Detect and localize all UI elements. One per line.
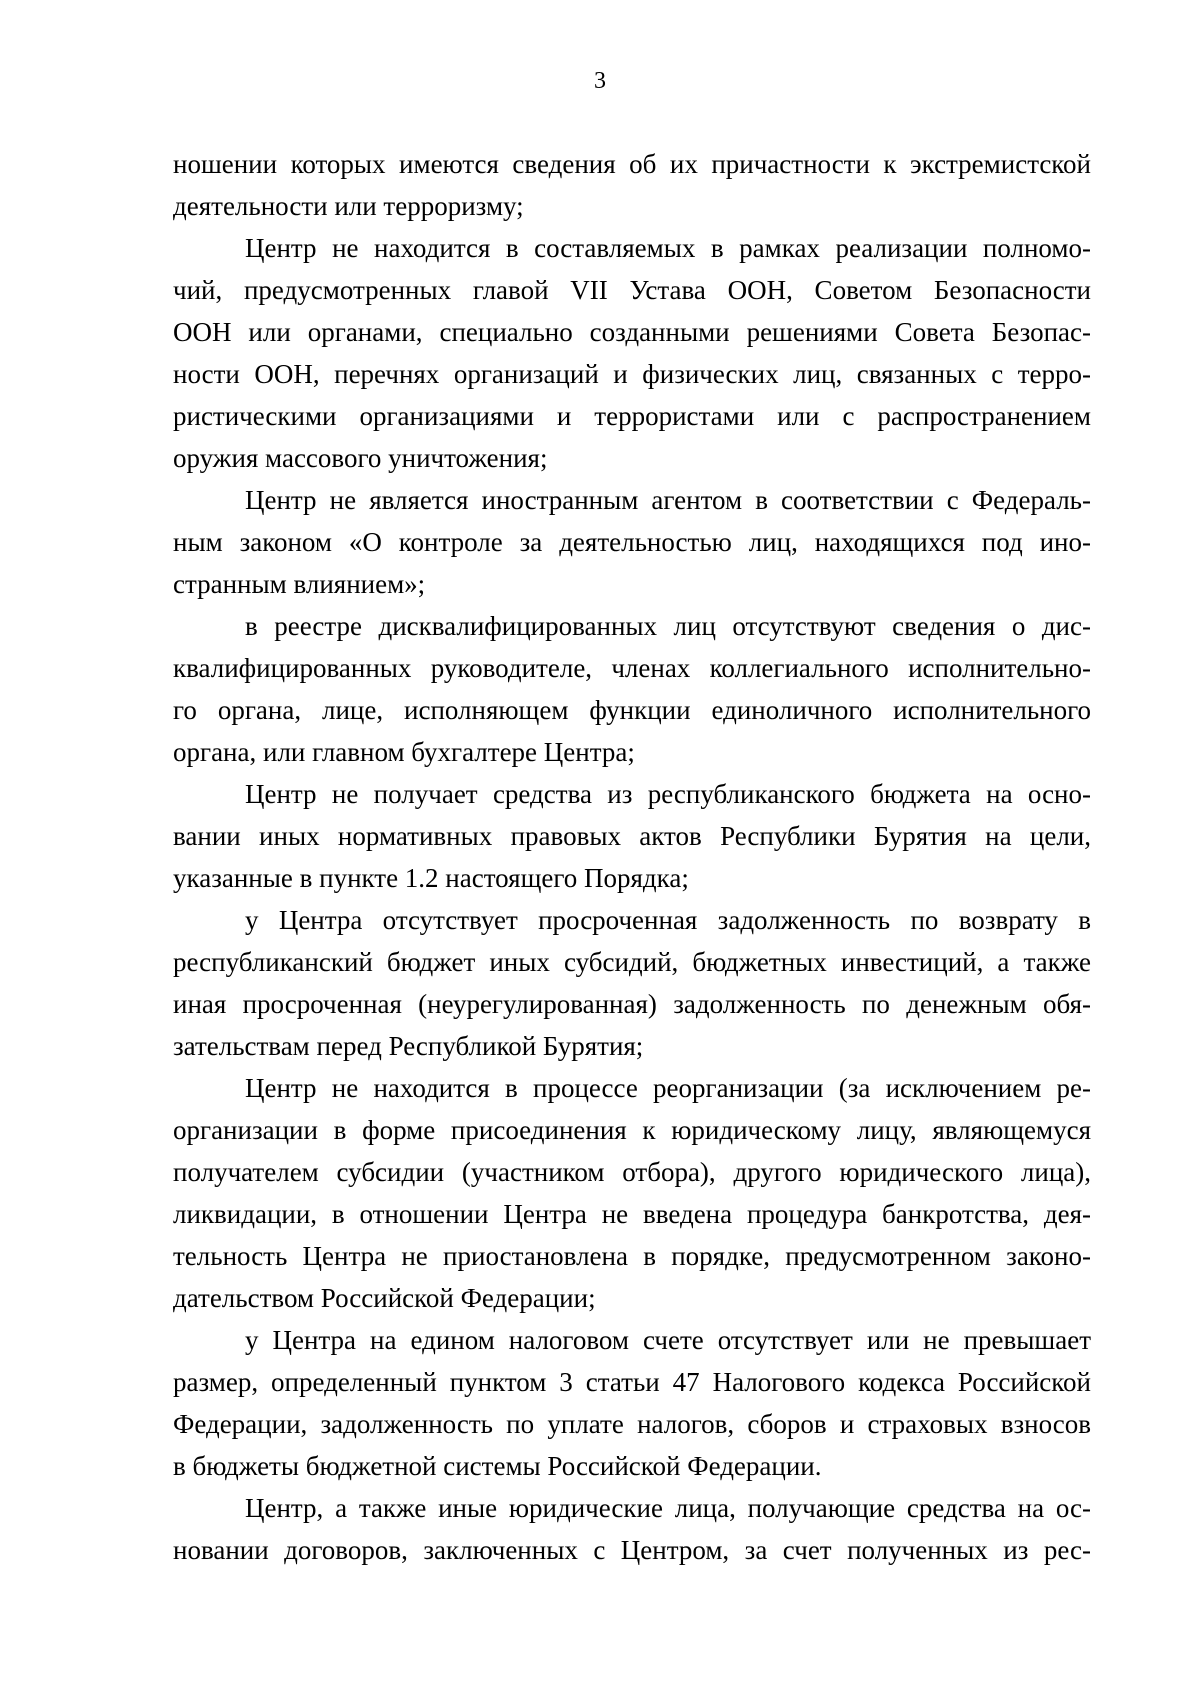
- body-text: [173, 143, 1091, 1571]
- text-line: Центр не является иностранным агентом в соответствии с Федераль-: [245, 485, 1091, 515]
- text-line: странным влиянием»;: [173, 569, 426, 599]
- text-line: Центр не находится в составляемых в рамках реализации полномо-: [245, 233, 1091, 263]
- paragraph: [173, 773, 1091, 899]
- text-line: зательствам перед Республикой Бурятия;: [173, 1031, 644, 1061]
- text-line: ликвидации, в отношении Центра не введена процедура банкротства, дея-: [173, 1199, 1091, 1229]
- paragraph: [173, 899, 1091, 1067]
- text-line: у Центра на едином налоговом счете отсутствует или не превышает: [245, 1325, 1091, 1355]
- paragraph: [173, 143, 1091, 227]
- text-line: чий, предусмотренных главой VII Устава ООН, Советом Безопасности: [173, 275, 1091, 305]
- text-line: размер, определенный пунктом 3 статьи 47 Налогового кодекса Российской: [173, 1367, 1091, 1397]
- paragraph: [173, 605, 1091, 773]
- text-line: организации в форме присоединения к юридическому лицу, являющемуся: [173, 1115, 1091, 1145]
- paragraph: [173, 1319, 1091, 1487]
- text-line: Центр не получает средства из республиканского бюджета на осно-: [245, 779, 1091, 809]
- text-line: указанные в пункте 1.2 настоящего Порядка;: [173, 863, 689, 893]
- text-line: ношении которых имеются сведения об их причастности к экстремистской: [173, 149, 1091, 179]
- text-line: ООН или органами, специально созданными решениями Совета Безопас-: [173, 317, 1091, 347]
- text-line: тельность Центра не приостановлена в порядке, предусмотренном законо-: [173, 1241, 1091, 1271]
- text-line: ности ООН, перечнях организаций и физических лиц, связанных с терро-: [173, 359, 1091, 389]
- text-line: новании договоров, заключенных с Центром, за счет полученных из рес-: [173, 1535, 1091, 1565]
- page-number: 3: [594, 68, 606, 94]
- text-line: ристическими организациями и террористами или с распространением: [173, 401, 1091, 431]
- text-line: в бюджеты бюджетной системы Российской Федерации.: [173, 1451, 822, 1481]
- text-line: Федерации, задолженность по уплате налогов, сборов и страховых взносов: [173, 1409, 1091, 1439]
- text-line: республиканский бюджет иных субсидий, бюджетных инвестиций, а также: [173, 947, 1091, 977]
- text-line: иная просроченная (неурегулированная) задолженность по денежным обя-: [173, 989, 1091, 1019]
- paragraph: [173, 227, 1091, 479]
- text-line: дательством Российской Федерации;: [173, 1283, 596, 1313]
- text-line: оружия массового уничтожения;: [173, 443, 548, 473]
- text-line: деятельности или терроризму;: [173, 191, 524, 221]
- paragraph: [173, 1487, 1091, 1571]
- text-line: в реестре дисквалифицированных лиц отсутствуют сведения о дис-: [245, 611, 1091, 641]
- text-line: вании иных нормативных правовых актов Республики Бурятия на цели,: [173, 821, 1091, 851]
- paragraph: [173, 1067, 1091, 1319]
- text-line: го органа, лице, исполняющем функции единоличного исполнительного: [173, 695, 1091, 725]
- text-line: квалифицированных руководителе, членах коллегиального исполнительно-: [173, 653, 1091, 683]
- text-line: получателем субсидии (участником отбора), другого юридического лица),: [173, 1157, 1091, 1187]
- text-line: Центр, а также иные юридические лица, получающие средства на ос-: [245, 1493, 1091, 1523]
- text-line: у Центра отсутствует просроченная задолженность по возврату в: [245, 905, 1091, 935]
- text-line: Центр не находится в процессе реорганизации (за исключением ре-: [245, 1073, 1091, 1103]
- text-line: органа, или главном бухгалтере Центра;: [173, 737, 635, 767]
- text-line: ным законом «О контроле за деятельностью лиц, находящихся под ино-: [173, 527, 1091, 557]
- paragraph: [173, 479, 1091, 605]
